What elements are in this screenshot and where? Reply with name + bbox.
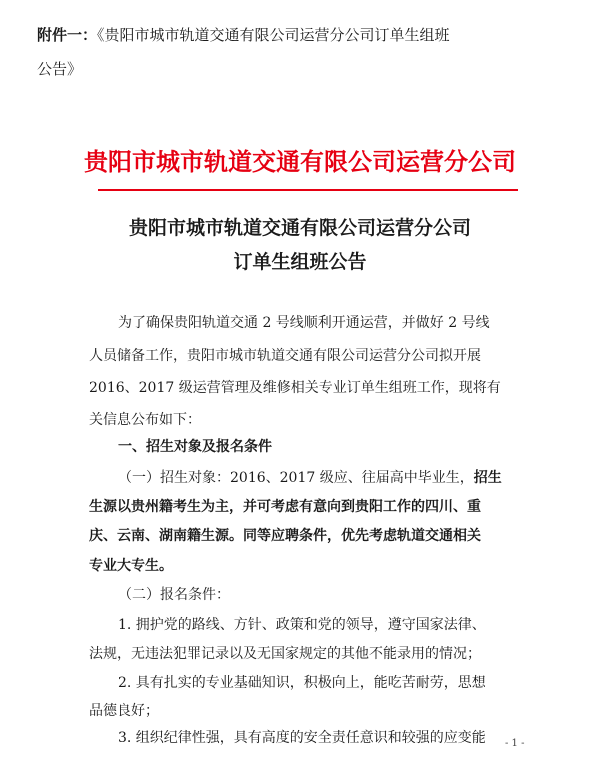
condition-line: 3. 组织纪律性强，具有高度的安全责任意识和较强的应变能	[118, 730, 486, 746]
letterhead: 贵阳市城市轨道交通有限公司运营分公司	[84, 147, 516, 176]
sub1-line: 庆、云南、湖南籍生源。同等应聘条件，优先考虑轨道交通相关	[89, 528, 481, 544]
condition-line: 品德良好；	[89, 703, 159, 719]
intro-line: 关信息公布如下：	[89, 412, 201, 428]
attachment-label: 附件一：	[37, 26, 98, 44]
sub1-line: 专业大专生。	[89, 558, 173, 574]
condition-line: 2. 具有扎实的专业基础知识，积极向上，能吃苦耐劳，思想	[118, 675, 486, 691]
section-heading: 一、招生对象及报名条件	[118, 439, 272, 455]
condition-line: 法规，无违法犯罪记录以及无国家规定的其他不能录用的情况；	[89, 646, 481, 662]
sub1-line	[118, 467, 502, 487]
letterhead-divider	[98, 189, 518, 191]
page-number: - 1 -	[505, 738, 525, 749]
condition-line: 1. 拥护党的路线、方针、政策和党的领导，遵守国家法律、	[118, 617, 486, 633]
intro-line: 2016、2017 级运营管理及维修相关专业订单生组班工作，现将有	[89, 380, 501, 396]
attachment-title-line2: 公告》	[37, 60, 83, 78]
sub1-line: 生源以贵州籍考生为主，并可考虑有意向到贵阳工作的四川、重	[89, 499, 481, 515]
sub1-bold-inline: 招生	[473, 470, 502, 486]
sub1-prefix: （一）招生对象：2016、2017 级应、往届高中毕业生，	[118, 470, 474, 486]
intro-line: 为了确保贵阳轨道交通 2 号线顺利开通运营，并做好 2 号线	[118, 315, 490, 331]
attachment-title-line1: 《贵阳市城市轨道交通有限公司运营分公司订单生组班	[97, 26, 450, 44]
attachment-header	[37, 18, 577, 86]
doc-title-line2: 订单生组班公告	[233, 251, 367, 273]
doc-title-line1: 贵阳市城市轨道交通有限公司运营分公司	[128, 217, 471, 239]
sub2-heading: （二）报名条件：	[118, 587, 230, 603]
intro-line: 人员储备工作，贵阳市城市轨道交通有限公司运营分公司拟开展	[89, 348, 481, 364]
